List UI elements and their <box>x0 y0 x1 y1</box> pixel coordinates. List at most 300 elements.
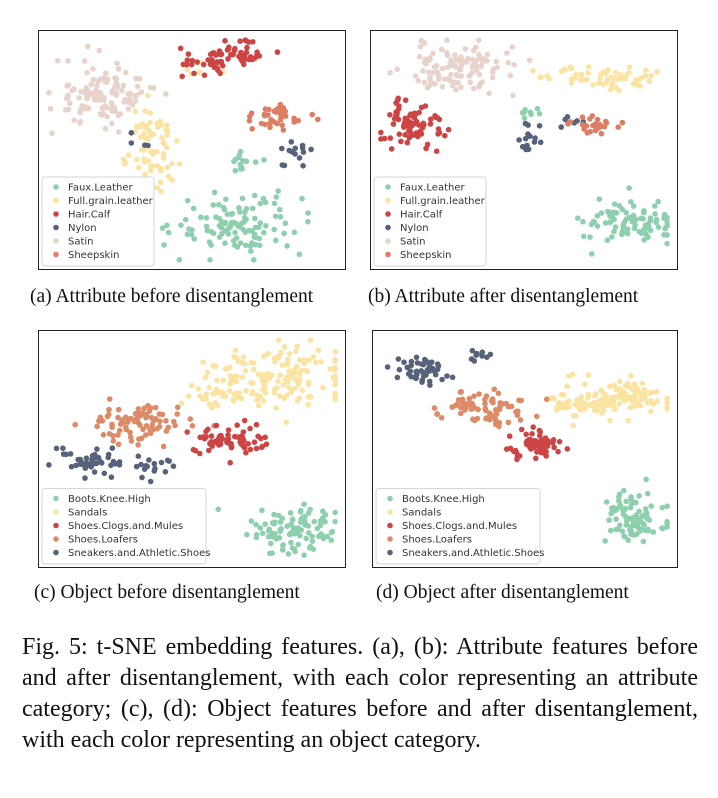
point-sandals <box>332 367 338 373</box>
point-shoes-loafers <box>496 424 502 430</box>
point-satin <box>506 60 512 66</box>
point-sneakers-and-athletic-shoes <box>73 463 79 469</box>
point-satin <box>116 66 122 72</box>
point-satin <box>432 64 438 70</box>
point-satin <box>96 78 102 84</box>
point-sneakers-and-athletic-shoes <box>159 460 165 466</box>
point-hair-calf <box>226 44 232 50</box>
point-faux-leather <box>216 202 222 208</box>
point-full-grain-leather <box>562 66 568 72</box>
point-faux-leather <box>248 248 254 254</box>
point-satin <box>527 58 533 64</box>
point-full-grain-leather <box>123 160 129 166</box>
point-satin <box>84 70 90 76</box>
point-boots-knee-high <box>278 519 284 525</box>
point-sneakers-and-athletic-shoes <box>473 352 479 358</box>
point-sandals <box>626 396 632 402</box>
point-sandals <box>332 397 338 403</box>
point-faux-leather <box>192 236 198 242</box>
point-sandals <box>582 381 588 387</box>
point-full-grain-leather <box>648 73 654 79</box>
point-hair-calf <box>248 54 254 60</box>
point-faux-leather <box>240 227 246 233</box>
point-satin <box>387 70 393 76</box>
point-shoes-loafers <box>141 406 147 412</box>
point-faux-leather <box>236 205 242 211</box>
point-sheepskin <box>580 114 586 120</box>
point-full-grain-leather <box>161 140 167 146</box>
point-full-grain-leather <box>600 81 606 87</box>
point-shoes-loafers <box>432 405 438 411</box>
point-shoes-loafers <box>494 411 500 417</box>
point-boots-knee-high <box>636 493 642 499</box>
legend-marker <box>53 184 59 190</box>
point-faux-leather <box>211 202 217 208</box>
point-hair-calf <box>421 121 427 127</box>
point-shoes-loafers <box>434 411 440 417</box>
point-boots-knee-high <box>635 525 641 531</box>
point-sandals <box>623 391 629 397</box>
point-sandals <box>249 391 255 397</box>
point-full-grain-leather <box>619 74 625 80</box>
point-boots-knee-high <box>288 540 294 546</box>
point-faux-leather <box>592 219 598 225</box>
point-faux-leather <box>250 206 256 212</box>
point-faux-leather <box>222 240 228 246</box>
point-boots-knee-high <box>306 530 312 536</box>
legend-marker <box>53 198 59 204</box>
point-faux-leather <box>252 216 258 222</box>
point-faux-leather <box>623 210 629 216</box>
point-boots-knee-high <box>332 510 338 516</box>
point-shoes-loafers <box>516 398 522 404</box>
point-satin <box>423 61 429 67</box>
point-full-grain-leather <box>184 67 190 73</box>
point-shoes-clogs-and-mules <box>209 443 215 449</box>
point-sandals <box>599 388 605 394</box>
point-hair-calf <box>397 131 403 137</box>
point-shoes-clogs-and-mules <box>184 429 190 435</box>
point-full-grain-leather <box>643 73 649 79</box>
point-hair-calf <box>442 133 448 139</box>
point-sandals <box>274 405 280 411</box>
point-full-grain-leather <box>626 70 632 76</box>
point-satin <box>444 37 450 43</box>
point-satin <box>77 110 83 116</box>
point-sandals <box>251 367 257 373</box>
point-shoes-loafers <box>153 405 159 411</box>
point-sandals <box>639 381 645 387</box>
point-faux-leather <box>246 228 252 234</box>
point-sneakers-and-athletic-shoes <box>395 375 401 381</box>
point-boots-knee-high <box>271 521 277 527</box>
point-sandals <box>189 383 195 389</box>
point-sandals <box>642 387 648 393</box>
point-nylon <box>279 146 285 152</box>
point-sandals <box>204 391 210 397</box>
legend-marker <box>387 509 393 515</box>
point-sneakers-and-athletic-shoes <box>427 382 433 388</box>
point-full-grain-leather <box>546 76 552 82</box>
point-sandals <box>278 373 284 379</box>
point-satin <box>455 80 461 86</box>
point-faux-leather <box>178 222 184 228</box>
point-faux-leather <box>597 196 603 202</box>
panel-d <box>372 330 678 568</box>
point-boots-knee-high <box>292 549 298 555</box>
point-faux-leather <box>640 216 646 222</box>
point-faux-leather <box>219 219 225 225</box>
point-shoes-clogs-and-mules <box>229 445 235 451</box>
point-sandals <box>551 396 557 402</box>
point-sandals <box>283 419 289 425</box>
point-faux-leather <box>271 227 277 233</box>
point-boots-knee-high <box>249 518 255 524</box>
point-boots-knee-high <box>254 535 260 541</box>
point-sheepskin <box>279 122 285 128</box>
point-hair-calf <box>428 121 434 127</box>
point-sandals <box>196 386 202 392</box>
point-sandals <box>255 393 261 399</box>
point-hair-calf <box>194 59 200 65</box>
point-shoes-loafers <box>100 418 106 424</box>
point-satin <box>473 44 479 50</box>
legend-marker <box>53 509 59 515</box>
point-satin <box>91 77 97 83</box>
point-sheepskin <box>267 125 273 131</box>
point-sandals <box>616 401 622 407</box>
point-sneakers-and-athletic-shoes <box>69 464 75 470</box>
point-full-grain-leather <box>169 161 175 167</box>
point-full-grain-leather <box>177 161 183 167</box>
point-sandals <box>200 359 206 365</box>
point-nylon <box>538 140 544 146</box>
point-shoes-clogs-and-mules <box>247 426 253 432</box>
point-sandals <box>248 360 254 366</box>
point-faux-leather <box>249 240 255 246</box>
point-sandals <box>306 379 312 385</box>
point-shoes-loafers <box>518 417 524 423</box>
point-faux-leather <box>648 228 654 234</box>
point-shoes-clogs-and-mules <box>234 422 240 428</box>
point-full-grain-leather <box>647 78 653 84</box>
point-boots-knee-high <box>318 523 324 529</box>
point-full-grain-leather <box>158 180 164 186</box>
point-satin <box>135 84 141 90</box>
legend-label: Faux.Leather <box>400 182 465 194</box>
point-shoes-clogs-and-mules <box>217 433 223 439</box>
point-boots-knee-high <box>271 512 277 518</box>
point-sandals <box>564 383 570 389</box>
panel-b <box>370 30 678 270</box>
legend-label: Boots.Knee.High <box>402 494 485 505</box>
point-boots-knee-high <box>648 503 654 509</box>
point-hair-calf <box>434 148 440 154</box>
point-full-grain-leather <box>154 149 160 155</box>
point-faux-leather <box>207 239 213 245</box>
point-satin <box>130 102 136 108</box>
point-sneakers-and-athletic-shoes <box>484 354 490 360</box>
point-sandals <box>234 355 240 361</box>
point-sandals <box>293 349 299 355</box>
point-sandals <box>308 337 314 343</box>
point-faux-leather <box>161 242 167 248</box>
point-sandals <box>294 364 300 370</box>
point-faux-leather <box>641 237 647 243</box>
point-sneakers-and-athletic-shoes <box>444 373 450 379</box>
point-sheepskin <box>274 109 280 115</box>
point-full-grain-leather <box>608 87 614 93</box>
point-full-grain-leather <box>145 93 151 99</box>
point-sandals <box>206 385 212 391</box>
legend-label: Boots.Knee.High <box>68 494 151 505</box>
legend-marker <box>385 252 391 258</box>
point-boots-knee-high <box>297 533 303 539</box>
point-shoes-clogs-and-mules <box>533 456 539 462</box>
point-satin <box>459 59 465 65</box>
legend-label: Sheepskin <box>400 250 452 261</box>
point-satin <box>77 120 83 126</box>
point-shoes-loafers <box>125 419 131 425</box>
point-faux-leather <box>164 223 170 229</box>
point-full-grain-leather <box>573 73 579 79</box>
point-full-grain-leather <box>197 69 203 75</box>
point-sandals <box>261 354 267 360</box>
point-faux-leather <box>236 153 242 159</box>
point-shoes-loafers <box>174 411 180 417</box>
point-sandals <box>263 390 269 396</box>
point-full-grain-leather <box>586 64 592 70</box>
point-shoes-loafers <box>475 407 481 413</box>
point-nylon <box>289 139 295 145</box>
point-boots-knee-high <box>312 519 318 525</box>
point-satin <box>427 57 433 63</box>
point-sneakers-and-athletic-shoes <box>88 464 94 470</box>
point-sneakers-and-athletic-shoes <box>166 458 172 464</box>
point-hair-calf <box>423 146 429 152</box>
point-satin <box>445 53 451 59</box>
point-satin <box>426 70 432 76</box>
point-boots-knee-high <box>267 551 273 557</box>
point-sandals <box>607 418 613 424</box>
point-sandals <box>592 393 598 399</box>
point-shoes-loafers <box>116 407 122 413</box>
point-sneakers-and-athletic-shoes <box>94 446 100 452</box>
point-shoes-clogs-and-mules <box>216 442 222 448</box>
scatter-plot-d <box>372 330 678 568</box>
point-shoes-clogs-and-mules <box>242 418 248 424</box>
point-hair-calf <box>232 46 238 52</box>
point-faux-leather <box>278 214 284 220</box>
point-faux-leather <box>273 238 279 244</box>
legend <box>42 177 154 266</box>
point-boots-knee-high <box>643 477 649 483</box>
point-hair-calf <box>408 130 414 136</box>
point-sandals <box>287 351 293 357</box>
point-shoes-loafers <box>506 420 512 426</box>
point-shoes-clogs-and-mules <box>227 460 233 466</box>
point-sandals <box>328 366 334 372</box>
point-satin <box>83 85 89 91</box>
point-hair-calf <box>396 103 402 109</box>
point-faux-leather <box>630 213 636 219</box>
point-faux-leather <box>211 231 217 237</box>
point-sandals <box>664 404 670 410</box>
legend-marker <box>53 252 59 258</box>
point-boots-knee-high <box>301 552 307 558</box>
point-faux-leather <box>213 214 219 220</box>
point-full-grain-leather <box>568 66 574 72</box>
point-full-grain-leather <box>154 121 160 127</box>
point-shoes-loafers <box>132 419 138 425</box>
point-faux-leather <box>626 185 632 191</box>
point-boots-knee-high <box>631 532 637 538</box>
point-shoes-clogs-and-mules <box>540 443 546 449</box>
point-satin <box>118 111 124 117</box>
point-sneakers-and-athletic-shoes <box>406 371 412 377</box>
figure-caption: Fig. 5: t-SNE embedding features. (a), (b): Attribute features before and after disentanglement, with each color representing an attribute category; (c), (d): Object features before and after disentanglement, with each color representing an object category. <box>22 634 698 753</box>
point-faux-leather <box>233 168 239 174</box>
point-full-grain-leather <box>158 189 164 195</box>
point-boots-knee-high <box>623 514 629 520</box>
point-shoes-loafers <box>188 416 194 422</box>
point-full-grain-leather <box>126 152 132 158</box>
point-boots-knee-high <box>308 544 314 550</box>
legend-label: Hair.Calf <box>400 209 443 221</box>
point-hair-calf <box>388 135 394 141</box>
point-sandals <box>585 395 591 401</box>
point-full-grain-leather <box>147 110 153 116</box>
point-nylon <box>287 148 293 154</box>
point-sandals <box>299 388 305 394</box>
point-satin <box>448 57 454 63</box>
point-sandals <box>571 413 577 419</box>
point-sheepskin <box>262 122 268 128</box>
point-shoes-loafers <box>106 407 112 413</box>
point-satin <box>137 76 143 82</box>
point-faux-leather <box>212 190 218 196</box>
point-faux-leather <box>244 159 250 165</box>
point-satin <box>439 47 445 53</box>
legend-marker <box>387 550 393 556</box>
point-satin <box>419 38 425 44</box>
point-satin <box>71 117 77 123</box>
point-satin <box>452 52 458 58</box>
point-faux-leather <box>575 215 581 221</box>
point-shoes-loafers <box>470 416 476 422</box>
point-sneakers-and-athletic-shoes <box>413 369 419 375</box>
point-sandals <box>292 386 298 392</box>
point-faux-leather <box>621 222 627 228</box>
point-nylon <box>308 147 314 153</box>
point-faux-leather <box>630 218 636 224</box>
point-satin <box>432 81 438 87</box>
point-sneakers-and-athletic-shoes <box>401 359 407 365</box>
point-boots-knee-high <box>628 505 634 511</box>
point-boots-knee-high <box>270 534 276 540</box>
point-shoes-clogs-and-mules <box>524 442 530 448</box>
point-sandals <box>285 362 291 368</box>
point-shoes-clogs-and-mules <box>205 427 211 433</box>
point-sneakers-and-athletic-shoes <box>102 471 108 477</box>
point-boots-knee-high <box>641 522 647 528</box>
legend-label: Shoes.Clogs.and.Mules <box>68 521 184 532</box>
point-sandals <box>239 375 245 381</box>
point-faux-leather <box>652 203 658 209</box>
point-faux-leather <box>662 212 668 218</box>
point-nylon <box>537 123 543 129</box>
point-satin <box>435 70 441 76</box>
legend-label: Sheepskin <box>68 250 120 261</box>
point-sheepskin <box>281 127 287 133</box>
point-satin <box>476 37 482 43</box>
point-boots-knee-high <box>635 516 641 522</box>
point-sheepskin <box>281 105 287 111</box>
point-shoes-loafers <box>147 427 153 433</box>
point-faux-leather <box>654 217 660 223</box>
point-sheepskin <box>291 119 297 125</box>
point-satin <box>109 90 115 96</box>
point-full-grain-leather <box>142 159 148 165</box>
point-full-grain-leather <box>613 85 619 91</box>
caption-b: (b) Attribute after disentanglement <box>368 286 639 307</box>
point-satin <box>113 80 119 86</box>
point-satin <box>426 83 432 89</box>
point-sneakers-and-athletic-shoes <box>148 479 154 485</box>
point-nylon <box>516 137 522 143</box>
caption-d: (d) Object after disentanglement <box>376 582 629 603</box>
point-hair-calf <box>398 139 404 145</box>
scatter-plot-c <box>38 330 346 568</box>
point-faux-leather <box>607 213 613 219</box>
point-hair-calf <box>209 57 215 63</box>
point-sandals <box>616 387 622 393</box>
point-sneakers-and-athletic-shoes <box>404 365 410 371</box>
point-full-grain-leather <box>643 67 649 73</box>
point-sheepskin <box>315 117 321 123</box>
point-boots-knee-high <box>641 513 647 519</box>
point-sneakers-and-athletic-shoes <box>472 358 478 364</box>
point-boots-knee-high <box>244 532 250 538</box>
point-sandals <box>294 378 300 384</box>
point-faux-leather <box>537 111 543 117</box>
point-shoes-clogs-and-mules <box>523 432 529 438</box>
point-full-grain-leather <box>158 168 164 174</box>
point-sandals <box>186 393 192 399</box>
point-satin <box>494 59 500 65</box>
point-sandals <box>214 378 220 384</box>
point-faux-leather <box>613 224 619 230</box>
point-faux-leather <box>243 217 249 223</box>
point-shoes-loafers <box>456 397 462 403</box>
caption-c: (c) Object before disentanglement <box>34 582 300 603</box>
point-faux-leather <box>243 243 249 249</box>
point-faux-leather <box>641 208 647 214</box>
point-sandals <box>626 418 632 424</box>
point-full-grain-leather <box>580 77 586 83</box>
point-faux-leather <box>252 193 258 199</box>
point-faux-leather <box>232 230 238 236</box>
point-satin <box>127 96 133 102</box>
point-sandals <box>227 381 233 387</box>
point-satin <box>480 59 486 65</box>
point-satin <box>76 95 82 101</box>
point-sneakers-and-athletic-shoes <box>439 377 445 383</box>
point-satin <box>82 90 88 96</box>
point-faux-leather <box>229 211 235 217</box>
point-sandals <box>559 392 565 398</box>
point-full-grain-leather <box>569 80 575 86</box>
